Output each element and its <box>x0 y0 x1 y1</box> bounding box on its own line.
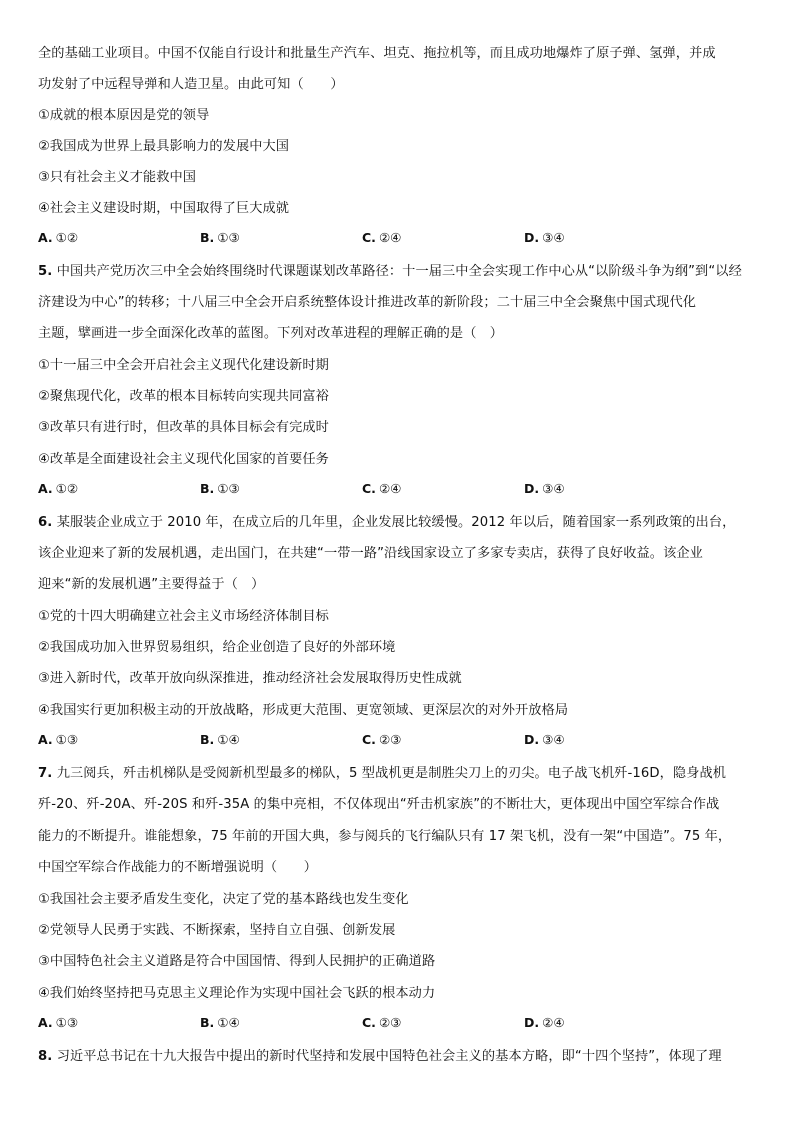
q4-statement-3: ③只有社会主义才能救中国 <box>38 170 197 185</box>
q6-statement-3: ③进入新时代，改革开放向纵深推进，推动经济社会发展取得历史性成就 <box>38 671 462 686</box>
option-key: C. <box>362 481 376 496</box>
q5-number: 5. <box>38 264 53 279</box>
q5-statement-3: ③改革只有进行时，但改革的具体目标会有完成时 <box>38 420 329 435</box>
option-key: D. <box>524 1015 540 1030</box>
q4-option-b[interactable] <box>200 230 240 245</box>
q6-options <box>38 732 758 752</box>
option-key: C. <box>362 1015 376 1030</box>
q6-option-a[interactable] <box>38 732 78 747</box>
option-text: ②④ <box>378 481 402 496</box>
q4-option-c[interactable] <box>362 230 401 245</box>
q4-statement-2: ②我国成为世界上最具影响力的发展中大国 <box>38 139 290 154</box>
q5-statement-1: ①十一届三中全会开启社会主义现代化建设新时期 <box>38 358 329 373</box>
q7-option-c[interactable] <box>362 1015 401 1030</box>
option-key: A. <box>38 481 53 496</box>
q6-stem-line-2: 该企业迎来了新的发展机遇，走出国门，在共建“一带一路”沿线国家设立了多家专卖店，获得了良好收益。该企业 <box>38 546 703 561</box>
q7-options <box>38 1015 758 1035</box>
q4-stem-line-2: 功发射了中远程导弹和人造卫星。由此可知（ ） <box>38 77 344 92</box>
option-text: ①③ <box>217 481 240 496</box>
option-key: B. <box>200 1015 215 1030</box>
q5-stem-line-1 <box>38 262 742 282</box>
option-key: D. <box>524 230 540 245</box>
q4-stem-line-1: 全的基础工业项目。中国不仅能自行设计和批量生产汽车、坦克、拖拉机等，而且成功地爆炸了原子弹、氢弹，并成 <box>38 46 716 61</box>
q6-option-d[interactable] <box>524 732 565 747</box>
q5-option-b[interactable] <box>200 481 240 496</box>
q7-stem-line-3: 能力的不断提升。谁能想象，75 年前的开国大典，参与阅兵的飞行编队只有 17 架飞机，没有一架“中国造”。75 年， <box>38 829 732 844</box>
q7-number: 7. <box>38 766 53 781</box>
q5-stem-line-2: 济建设为中心”的转移；十八届三中全会开启系统整体设计推进改革的新阶段；二十届三中全会聚焦中国式现代化 <box>38 295 697 310</box>
q7-option-b[interactable] <box>200 1015 240 1030</box>
option-key: A. <box>38 230 53 245</box>
q7-statement-2: ②党领导人民勇于实践、不断探索，坚持自立自强、创新发展 <box>38 923 396 938</box>
q7-stem-line-1 <box>38 764 726 784</box>
option-text: ②③ <box>378 1015 402 1030</box>
q6-option-c[interactable] <box>362 732 401 747</box>
q5-options <box>38 481 758 501</box>
option-key: D. <box>524 732 540 747</box>
q7-stem-line-4: 中国空军综合作战能力的不断增强说明（ ） <box>38 860 318 875</box>
q5-option-c[interactable] <box>362 481 401 496</box>
q4-options <box>38 230 758 250</box>
option-key: B. <box>200 230 215 245</box>
q7-statement-4: ④我们始终坚持把马克思主义理论作为实现中国社会飞跃的根本动力 <box>38 986 436 1001</box>
option-key: B. <box>200 732 215 747</box>
option-text: ②④ <box>542 1015 565 1030</box>
q5-statement-4: ④改革是全面建设社会主义现代化国家的首要任务 <box>38 452 329 467</box>
q8-stem-line-1 <box>38 1047 722 1067</box>
q4-statement-1: ①成就的根本原因是党的领导 <box>38 108 210 123</box>
q7-statement-1: ①我国社会主要矛盾发生变化，决定了党的基本路线也发生变化 <box>38 892 409 907</box>
option-key: A. <box>38 1015 53 1030</box>
option-key: A. <box>38 732 53 747</box>
q4-option-d[interactable] <box>524 230 565 245</box>
option-key: D. <box>524 481 540 496</box>
q4-option-a[interactable] <box>38 230 78 245</box>
q6-stem-line-3: 迎来“新的发展机遇”主要得益于（ ） <box>38 577 265 592</box>
option-text: ②③ <box>378 732 402 747</box>
option-text: ①② <box>55 481 79 496</box>
q7-stem-line-2: 歼-20、歼-20A、歼-20S 和歼-35A 的集中亮相，不仅体现出“歼击机家族”的不断壮大，更体现出中国空军综合作战 <box>38 797 720 812</box>
option-key: C. <box>362 230 376 245</box>
option-text: ①③ <box>55 732 79 747</box>
q7-option-a[interactable] <box>38 1015 78 1030</box>
q5-option-d[interactable] <box>524 481 565 496</box>
q6-stem-line-1 <box>38 513 735 533</box>
q4-statement-4: ④社会主义建设时期，中国取得了巨大成就 <box>38 201 290 216</box>
q5-statement-2: ②聚焦现代化，改革的根本目标转向实现共同富裕 <box>38 389 329 404</box>
q6-stem-text-1: 某服装企业成立于 2010 年，在成立后的几年里，企业发展比较缓慢。2012 年以后，随着国家一系列政策的出台， <box>56 515 736 530</box>
q7-statement-3: ③中国特色社会主义道路是符合中国国情、得到人民拥护的正确道路 <box>38 954 436 969</box>
q6-statement-2: ②我国成功加入世界贸易组织，给企业创造了良好的外部环境 <box>38 640 396 655</box>
option-key: C. <box>362 732 376 747</box>
q6-statement-4: ④我国实行更加积极主动的开放战略，形成更大范围、更宽领域、更深层次的对外开放格局 <box>38 703 569 718</box>
q7-option-d[interactable] <box>524 1015 565 1030</box>
option-text: ③④ <box>542 230 565 245</box>
option-text: ②④ <box>378 230 402 245</box>
option-text: ①④ <box>217 1015 240 1030</box>
option-text: ①③ <box>55 1015 79 1030</box>
option-text: ①④ <box>217 732 240 747</box>
q5-option-a[interactable] <box>38 481 78 496</box>
q8-number: 8. <box>38 1049 53 1064</box>
q7-stem-text-1: 九三阅兵，歼击机梯队是受阅新机型最多的梯队，5 型战机更是制胜尖刀上的刃尖。电子战飞机歼-16D，隐身战机 <box>56 766 727 781</box>
q6-statement-1: ①党的十四大明确建立社会主义市场经济体制目标 <box>38 609 329 624</box>
option-text: ①② <box>55 230 79 245</box>
option-text: ③④ <box>542 732 565 747</box>
option-key: B. <box>200 481 215 496</box>
q5-stem-line-3: 主题，擘画进一步全面深化改革的蓝图。下列对改革进程的理解正确的是（ ） <box>38 326 504 341</box>
q6-option-b[interactable] <box>200 732 240 747</box>
q5-stem-text-1: 中国共产党历次三中全会始终围绕时代课题谋划改革路径：十一届三中全会实现工作中心从“以阶级斗争为纲”到“以经 <box>56 264 742 279</box>
option-text: ①③ <box>217 230 240 245</box>
option-text: ③④ <box>542 481 565 496</box>
q8-stem-text-1: 习近平总书记在十九大报告中提出的新时代坚持和发展中国特色社会主义的基本方略，即“十四个坚持”，体现了理 <box>56 1049 722 1064</box>
q6-number: 6. <box>38 515 53 530</box>
